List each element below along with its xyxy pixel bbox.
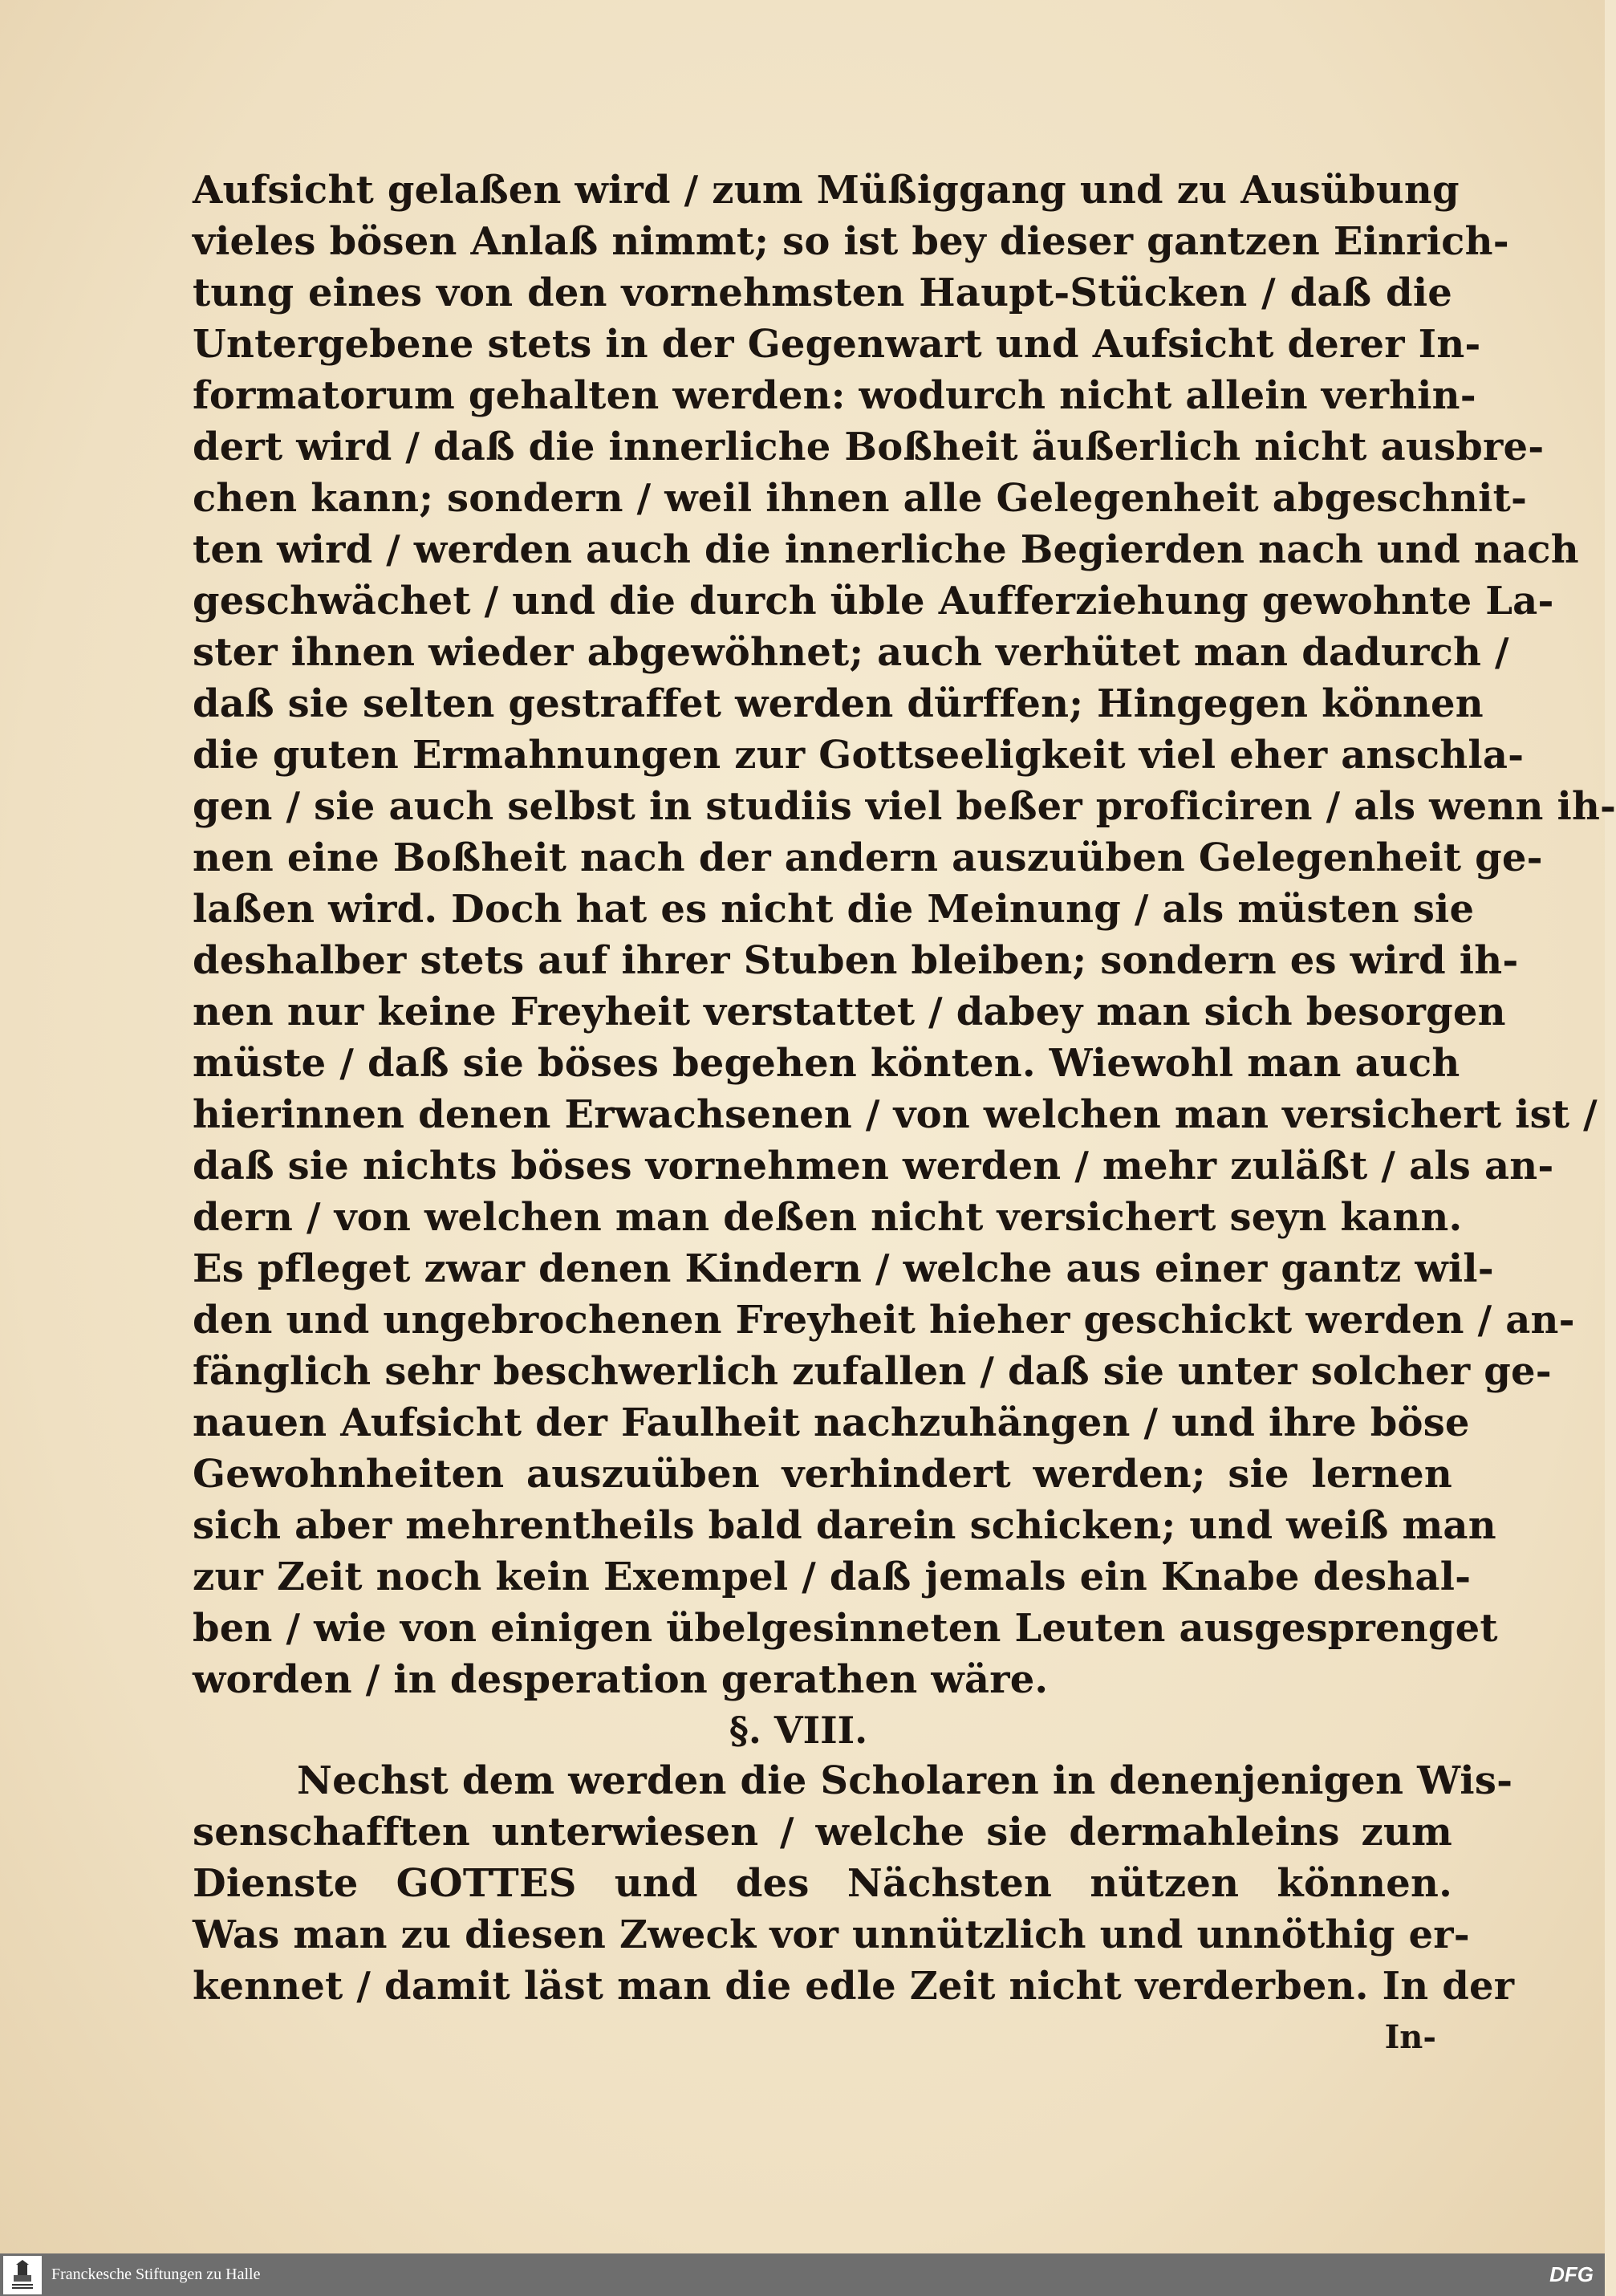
body-line: ben / wie von einigen übelgesinneten Leuten ausgesprenget — [193, 1606, 1498, 1651]
body-line: vieles bösen Anlaß nimmt; so ist bey dieser gantzen Einrich- — [193, 219, 1509, 264]
body-line: hierinnen denen Erwachsenen / von welchen man versichert ist / — [193, 1092, 1598, 1137]
body-line: worden / in desperation gerathen wäre. — [193, 1657, 1049, 1702]
institution-name: Franckesche Stiftungen zu Halle — [51, 2266, 261, 2283]
body-line: dern / von welchen man deßen nicht versichert seyn kann. — [193, 1195, 1463, 1240]
body-line: nauen Aufsicht der Faulheit nachzuhängen / und ihre böse — [193, 1400, 1470, 1445]
orphan-house-emblem-icon — [9, 2259, 36, 2291]
section-line: senschafften unterwiesen / welche sie dermahleins zum — [193, 1810, 1452, 1855]
body-line: daß sie selten gestraffet werden dürffen; Hingegen können — [193, 681, 1484, 726]
body-line: Gewohnheiten auszuüben verhindert werden; sie lernen — [193, 1452, 1452, 1497]
body-line: laßen wird. Doch hat es nicht die Meinung / als müsten sie — [193, 887, 1475, 932]
section-line: Was man zu diesen Zweck vor unnützlich und unnöthig er- — [193, 1912, 1470, 1957]
body-line: Es pfleget zwar denen Kindern / welche aus einer gantz wil- — [193, 1246, 1494, 1291]
body-line: chen kann; sondern / weil ihnen alle Gelegenheit abgeschnit- — [193, 476, 1528, 521]
body-line: ster ihnen wieder abgewöhnet; auch verhütet man dadurch / — [193, 630, 1509, 675]
body-line: ten wird / werden auch die innerliche Begierden nach und nach — [193, 527, 1579, 572]
dfg-logo: DFG — [1549, 2262, 1594, 2286]
body-line: die guten Ermahnungen zur Gottseeligkeit viel eher anschla- — [193, 733, 1525, 778]
body-line: gen / sie auch selbst in studiis viel beßer proficiren / als wenn ih- — [193, 784, 1616, 829]
institution-logo-icon — [3, 2256, 42, 2294]
section-line: Dienste GOTTES und des Nächsten nützen können. — [193, 1861, 1452, 1906]
section-line: Nechst dem werden die Scholaren in denenjenigen Wis- — [297, 1758, 1513, 1803]
section-line: kennet / damit läst man die edle Zeit nicht verderben. In der — [193, 1964, 1515, 2009]
body-line: Aufsicht gelaßen wird / zum Müßiggang und zu Ausübung — [193, 168, 1460, 213]
body-line: formatorum gehalten werden: wodurch nicht allein verhin- — [193, 373, 1476, 418]
main-text-block — [193, 165, 1616, 2063]
section-heading: §. VIII. — [729, 1709, 868, 1752]
body-line: deshalber stets auf ihrer Stuben bleiben; sondern es wird ih- — [193, 938, 1519, 983]
body-line: müste / daß sie böses begehen könten. Wiewohl man auch — [193, 1041, 1460, 1086]
body-line: den und ungebrochenen Freyheit hieher geschickt werden / an- — [193, 1298, 1575, 1343]
body-line: fänglich sehr beschwerlich zufallen / daß sie unter solcher ge- — [193, 1349, 1552, 1394]
body-line: sich aber mehrentheils bald darein schicken; und weiß man — [193, 1503, 1496, 1548]
body-line: geschwächet / und die durch üble Aufferziehung gewohnte La- — [193, 579, 1554, 624]
body-line: Untergebene stets in der Gegenwart und Aufsicht derer In- — [193, 322, 1481, 367]
body-line: nen nur keine Freyheit verstattet / dabey man sich besorgen — [193, 990, 1506, 1034]
footer-bar — [0, 2253, 1605, 2296]
body-line: daß sie nichts böses vornehmen werden / mehr zuläßt / als an- — [193, 1144, 1554, 1189]
body-line: zur Zeit noch kein Exempel / daß jemals ein Knabe deshal- — [193, 1554, 1472, 1599]
body-line: tung eines von den vornehmsten Haupt-Stücken / daß die — [193, 270, 1452, 315]
catchword: In- — [1384, 2018, 1436, 2056]
body-line: dert wird / daß die innerliche Boßheit äußerlich nicht ausbre- — [193, 425, 1545, 469]
body-line: nen eine Boßheit nach der andern auszuüben Gelegenheit ge- — [193, 835, 1543, 880]
